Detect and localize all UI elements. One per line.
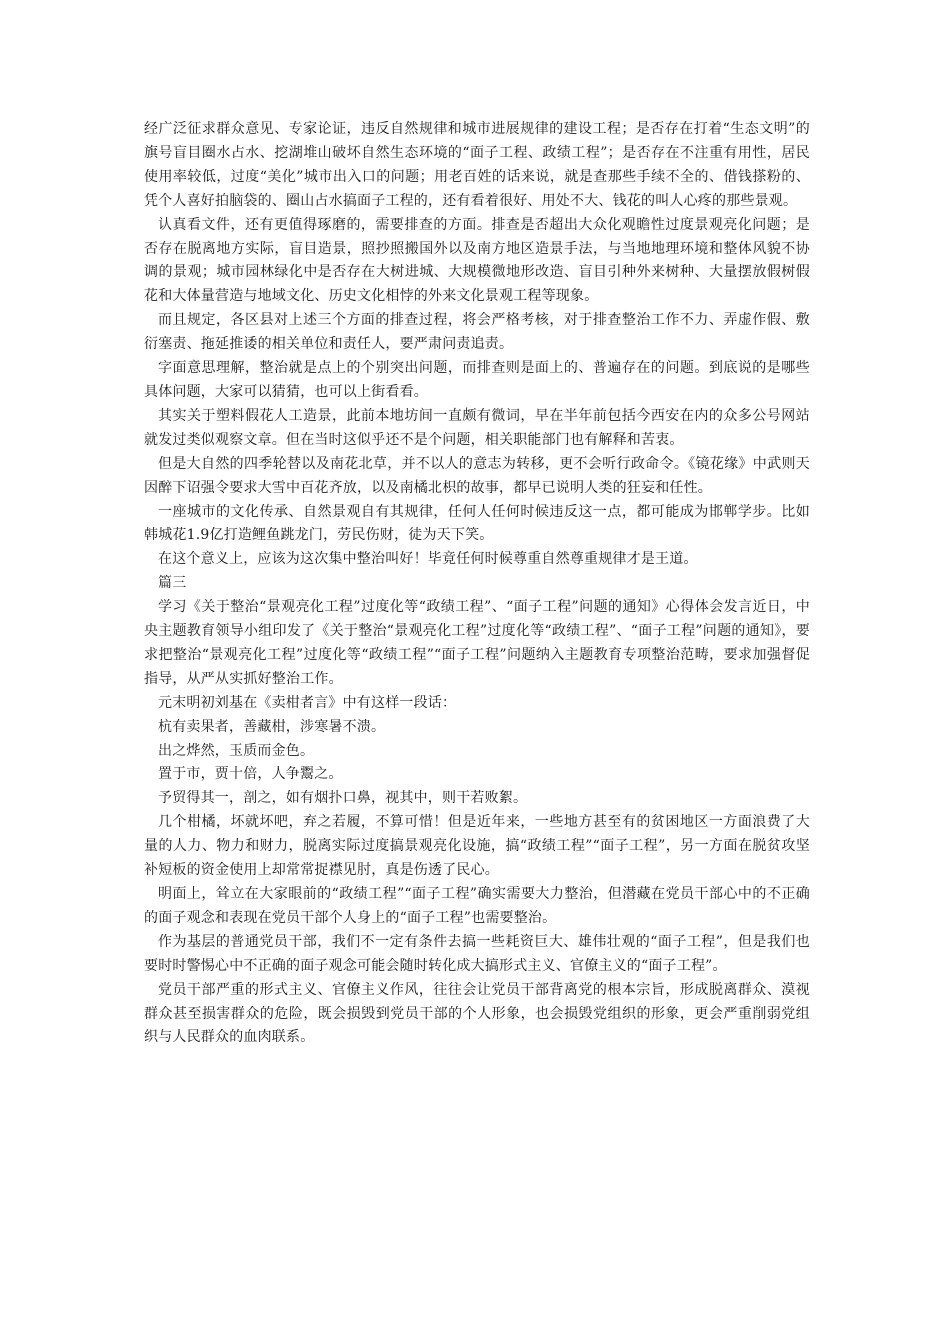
paragraph-3: 而且规定，各区县对上述三个方面的排查过程，将会严格考核，对于排查整治工作不力、弄虚作假、敷衍塞责、拖延推诿的相关单位和责任人，要严肃问责追责。 xyxy=(144,312,810,353)
paragraph-5: 其实关于塑料假花人工造景，此前本地坊间一直颇有微词，早在半年前包括今西安在内的众多公号网站就发过类似观察文章。但在当时这似乎还不是个问题，相关职能部门也有解释和苦衷。 xyxy=(144,407,810,448)
quote-line-3: 置于市，贾十倍，人争鬻之。 xyxy=(158,766,343,783)
section-heading: 篇三 xyxy=(158,575,187,592)
document-body xyxy=(144,118,810,1050)
paragraph-19: 党员干部严重的形式主义、官僚主义作风，往往会让党员干部背离党的根本宗旨，形成脱离群众、漠视群众甚至损害群众的危险，既会损毁到党员干部的个人形象，也会损毁党组织的形象，更会严重削弱党组织与人民群众的血肉联系。 xyxy=(144,981,810,1046)
paragraph-16: 几个柑橘，坏就坏吧，弃之若履，不算可惜！但是近年来，一些地方甚至有的贫困地区一方面浪费了大量的人力、物力和财力，脱离实际过度搞景观亮化设施，搞“政绩工程”“面子工程”，另一方面在脱贫攻坚补短板的资金使用上却常常捉襟见肘，真是伤透了民心。 xyxy=(144,814,810,879)
quote-line-2: 出之烨然，玉质而金色。 xyxy=(158,742,315,759)
paragraph-6: 但是大自然的四季轮替以及南花北草，并不以人的意志为转移，更不会听行政命令。《镜花缘》中武则天因醉下诏强令要求大雪中百花齐放，以及南橘北枳的故事，都早已说明人类的狂妄和任性。 xyxy=(144,455,810,496)
quote-line-4: 予贸得其一，剖之，如有烟扑口鼻，视其中，则干若败絮。 xyxy=(158,790,528,807)
paragraph-18: 作为基层的普通党员干部，我们不一定有条件去搞一些耗资巨大、雄伟壮观的“面子工程”，但是我们也要时时警惕心中不正确的面子观念可能会随时转化成大搞形式主义、官僚主义的“面子工程”。 xyxy=(144,933,810,974)
paragraph-2: 认真看文件，还有更值得琢磨的，需要排查的方面。排查是否超出大众化观瞻性过度景观亮化问题；是否存在脱离地方实际，盲目造景，照抄照搬国外以及南方地区造景手法，与当地地理环境和整体风貌不协调的景观；城市园林绿化中是否存在大树进城、大规模微地形改造、盲目引种外来树种、大量摆放假树假花和大体量营造与地域文化、历史文化相悖的外来文化景观工程等现象。 xyxy=(144,216,810,305)
paragraph-11: 元末明初刘基在《卖柑者言》中有这样一段话： xyxy=(158,694,457,711)
quote-line-1: 杭有卖果者，善藏柑，涉寒暑不溃。 xyxy=(158,718,386,735)
paragraph-1: 经广泛征求群众意见、专家论证，违反自然规律和城市进展规律的建设工程；是否存在打着“生态文明”的旗号盲目圈水占水、挖湖堆山破坏自然生态环境的“面子工程、政绩工程”；是否存在不注重有用性，居民使用率较低，过度“美化”城市出入口的问题；用老百姓的话来说，就是查那些手续不全的、借钱搽粉的、凭个人喜好拍脑袋的、圈山占水搞面子工程的，还有看着很好、用处不大、钱花的叫人心疼的那些景观。 xyxy=(144,121,810,209)
paragraph-10: 学习《关于整治“景观亮化工程”过度化等“政绩工程”、“面子工程”问题的通知》心得体会发言近日，中央主题教育领导小组印发了《关于整治“景观亮化工程”过度化等“政绩工程”、“面子工程”问题的通知》，要求把整治“景观亮化工程”过度化等“政绩工程”“面子工程”问题纳入主题教育专项整治范畴，要求加强督促指导，从严从实抓好整治工作。 xyxy=(144,599,810,687)
paragraph-17: 明面上，耸立在大家眼前的“政绩工程”“面子工程”确实需要大力整治，但潜藏在党员干部心中的不正确的面子观念和表现在党员干部个人身上的“面子工程”也需要整治。 xyxy=(144,886,810,926)
paragraph-4: 字面意思理解，整治就是点上的个别突出问题，而排查则是面上的、普遍存在的问题。到底说的是哪些具体问题，大家可以猜猜，也可以上街看看。 xyxy=(144,360,810,400)
paragraph-8: 在这个意义上，应该为这次集中整治叫好！毕竟任何时候尊重自然尊重规律才是王道。 xyxy=(158,551,698,568)
paragraph-7: 一座城市的文化传承、自然景观自有其规律，任何人任何时候违反这一点，都可能成为邯郸学步。比如韩城花1.9亿打造鲤鱼跳龙门，劳民伤财，徒为天下笑。 xyxy=(144,503,810,544)
